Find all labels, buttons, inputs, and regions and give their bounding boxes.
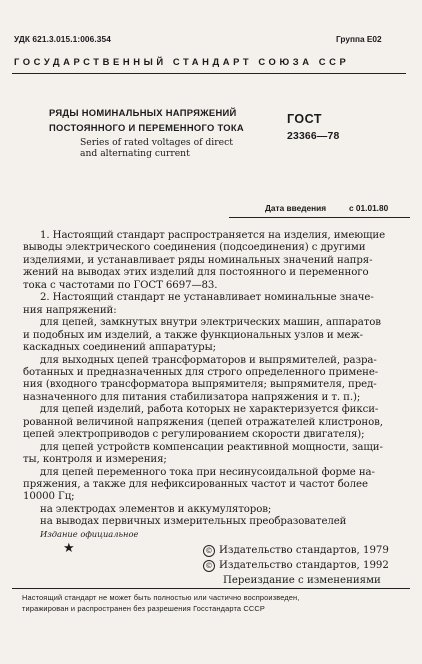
copyright-1992 bbox=[203, 560, 389, 572]
body-line: ты, контроля и измерения; bbox=[23, 454, 167, 466]
gost-number: 23366—78 bbox=[287, 131, 340, 142]
body-line: для цепей изделий, работа которых не характеризуется фикси- bbox=[40, 404, 379, 416]
body-line: и подобных им изделий, а также функциональных узлов и меж- bbox=[23, 329, 364, 341]
body-line: ботанных и предназначенных для строго определенного примене- bbox=[23, 366, 379, 378]
effective-date-rule bbox=[229, 217, 410, 218]
header-rule bbox=[12, 73, 406, 74]
copyright-icon: © bbox=[203, 545, 215, 557]
footer-rule bbox=[12, 588, 410, 589]
body-line: цепей электроприводов с регулированием скорости двигателя); bbox=[23, 429, 365, 441]
reproduction-notice-line2: тиражирован и распространен без разрешения Госстандарта СССР bbox=[22, 604, 265, 613]
reproduction-notice-line1: Настоящий стандарт не может быть полностью или частично воспроизведен, bbox=[22, 593, 300, 602]
reprint-note: Переиздание с изменениями bbox=[223, 575, 381, 586]
body-line: ния напряжений: bbox=[23, 304, 117, 316]
title-ru-line2: ПОСТОЯННОГО И ПЕРЕМЕННОГО ТОКА bbox=[49, 122, 244, 133]
copyright-1979 bbox=[203, 545, 389, 557]
body-line: 1. Настоящий стандарт распространяется на изделия, имеющие bbox=[40, 230, 386, 241]
body-line: для цепей переменного тока при несинусоидальной форме на- bbox=[40, 466, 375, 478]
udk-code: УДК 621.3.015.1:006.354 bbox=[14, 34, 111, 44]
body-line: для выходных цепей трансформаторов и выпрямителей, разра- bbox=[40, 354, 377, 366]
effective-date-label: Дата введения bbox=[265, 203, 327, 213]
body-line: на выводах первичных измерительных преобразователей bbox=[40, 516, 347, 528]
body-line: ния (входного трансформатора выпрямителя; выпрямителя, пред- bbox=[23, 379, 377, 391]
copyright-1979-text: Издательство стандартов, 1979 bbox=[219, 545, 389, 556]
body-line: 2. Настоящий стандарт не устанавливает номинальные значе- bbox=[40, 292, 374, 304]
body-line: на электродах элементов и аккумуляторов; bbox=[40, 503, 272, 515]
title-en-line1: Series of rated voltages of direct bbox=[80, 137, 233, 148]
body-line: назначенного для питания стабилизатора напряжения и т. п.); bbox=[23, 391, 361, 403]
title-en-line2: and alternating current bbox=[80, 148, 190, 159]
body-line: жений на выводах этих изделий для постоянного и переменного bbox=[23, 267, 369, 279]
body-line: выводы электрического соединения (подсоединения) с другими bbox=[23, 242, 366, 254]
body-line: каскадных соединений аппаратуры; bbox=[23, 342, 216, 354]
star-icon: ★ bbox=[63, 541, 75, 556]
body-line: для цепей, замкнутых внутри электрических машин, аппаратов bbox=[40, 317, 381, 329]
gost-label: ГОСТ bbox=[287, 112, 322, 126]
body-line: 10000 Гц; bbox=[23, 491, 75, 503]
body-line: пряжения, а также для нефиксированных частот и частот более bbox=[23, 479, 368, 490]
body-line: изделиями, и устанавливает ряды номинальных значений напря- bbox=[23, 254, 373, 266]
body-line: рованной величиной напряжения (цепей отражателей клистронов, bbox=[23, 416, 383, 428]
body-line: тока с частотами по ГОСТ 6697—83. bbox=[23, 279, 218, 291]
state-standard-heading: ГОСУДАРСТВЕННЫЙ СТАНДАРТ СОЮЗА ССР bbox=[14, 56, 350, 67]
body-line: для цепей устройств компенсации реактивной мощности, защи- bbox=[40, 441, 383, 453]
group-code: Группа Е02 bbox=[336, 34, 382, 44]
copyright-1992-text: Издательство стандартов, 1992 bbox=[219, 560, 389, 571]
copyright-icon: © bbox=[203, 560, 215, 572]
effective-date-value: с 01.01.80 bbox=[349, 203, 389, 213]
title-ru-line1: РЯДЫ НОМИНАЛЬНЫХ НАПРЯЖЕНИЙ bbox=[49, 107, 237, 118]
edition-label: Издание официальное bbox=[40, 529, 139, 539]
